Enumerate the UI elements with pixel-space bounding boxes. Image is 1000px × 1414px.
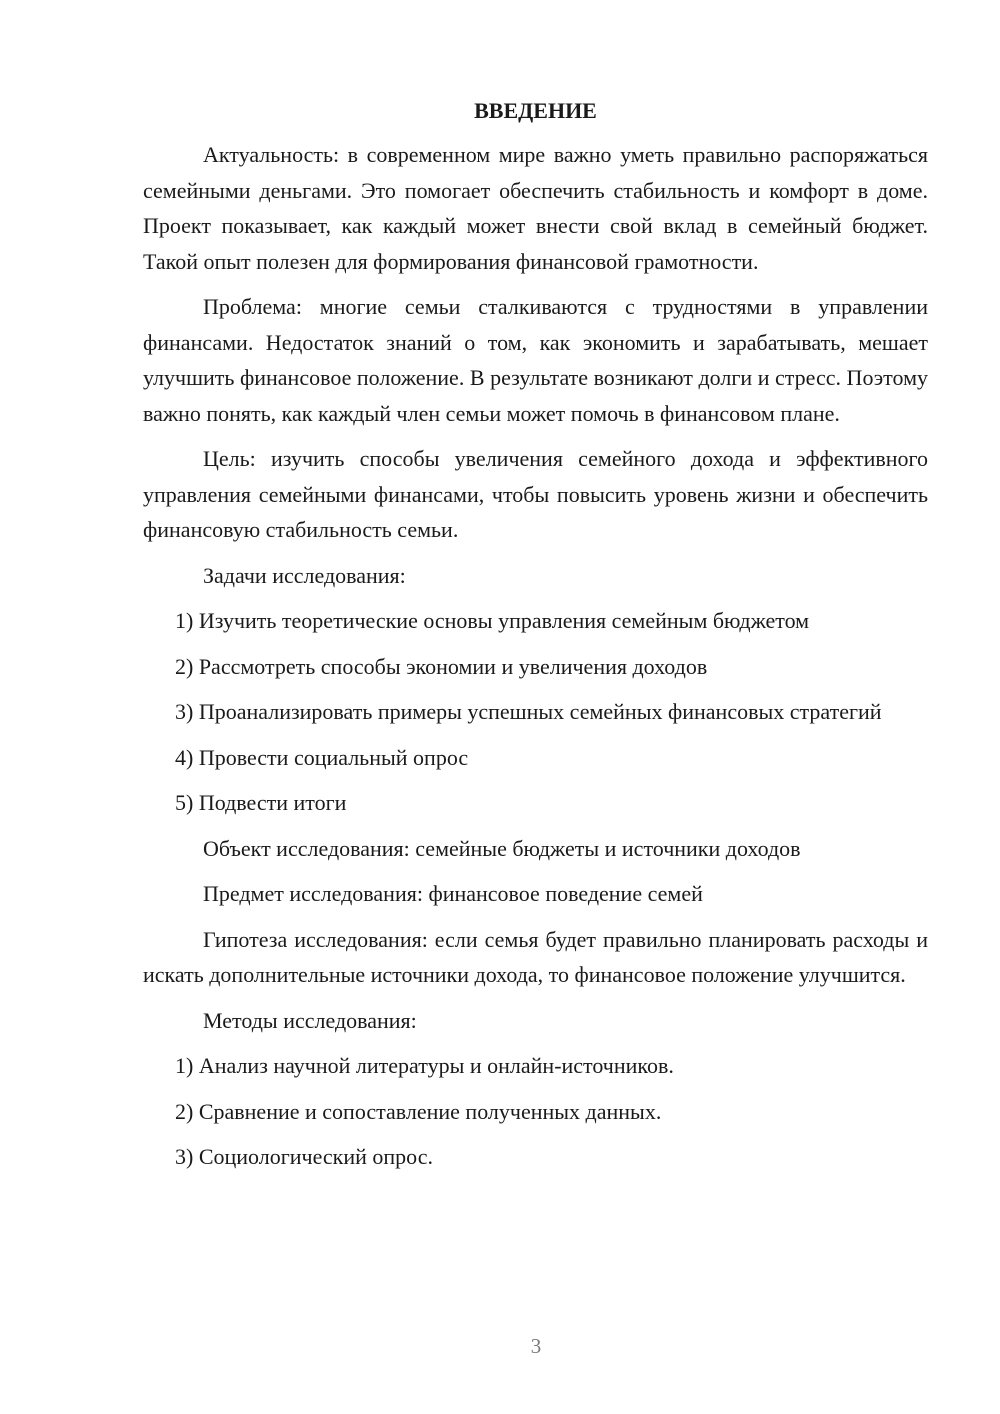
subject-paragraph: Предмет исследования: финансовое поведение семей [203,881,703,906]
page-content [143,96,928,1185]
page-title: ВВЕДЕНИЕ [474,98,597,123]
problem-paragraph: Проблема: многие семьи сталкиваются с трудностями в управлении финансами. Недостаток знаний о том, как экономить и зарабатывать, мешает улучшить финансовое положение. В результате возникают долги и стресс. Поэтому важно понять, как каждый член семьи может помочь в финансовом плане. [143,294,928,426]
task-item: 5) Подвести итоги [175,790,347,815]
hypothesis-paragraph: Гипотеза исследования: если семья будет правильно планировать расходы и искать дополнительные источники дохода, то финансовое положение улучшится. [143,926,928,987]
task-item: 2) Рассмотреть способы экономии и увеличения доходов [175,653,708,679]
method-item: 2) Сравнение и сопоставление полученных данных. [175,1098,662,1124]
task-item: 1) Изучить теоретические основы управления семейным бюджетом [175,608,810,633]
task-item: 4) Провести социальный опрос [175,744,469,770]
methods-heading: Методы исследования: [203,1007,417,1033]
goal-paragraph: Цель: изучить способы увеличения семейного дохода и эффективного управления семейными финансами, чтобы повысить уровень жизни и обеспечить финансовую стабильность семьи. [143,446,928,542]
page-number: 3 [530,1334,542,1358]
tasks-heading: Задачи исследования: [203,562,406,588]
relevance-paragraph: Актуальность: в современном мире важно уметь правильно распоряжаться семейными деньгами. Это помогает обеспечить стабильность и комфорт в доме. Проект показывает, как каждый может внести свой вклад в семейный бюджет. Такой опыт полезен для формирования финансовой грамотности. [143,142,928,274]
task-item: 3) Проанализировать примеры успешных семейных финансовых стратегий [175,699,882,724]
method-item: 1) Анализ научной литературы и онлайн-источников. [175,1053,674,1078]
method-item: 3) Социологический опрос. [175,1144,433,1169]
object-paragraph: Объект исследования: семейные бюджеты и источники доходов [203,835,801,861]
